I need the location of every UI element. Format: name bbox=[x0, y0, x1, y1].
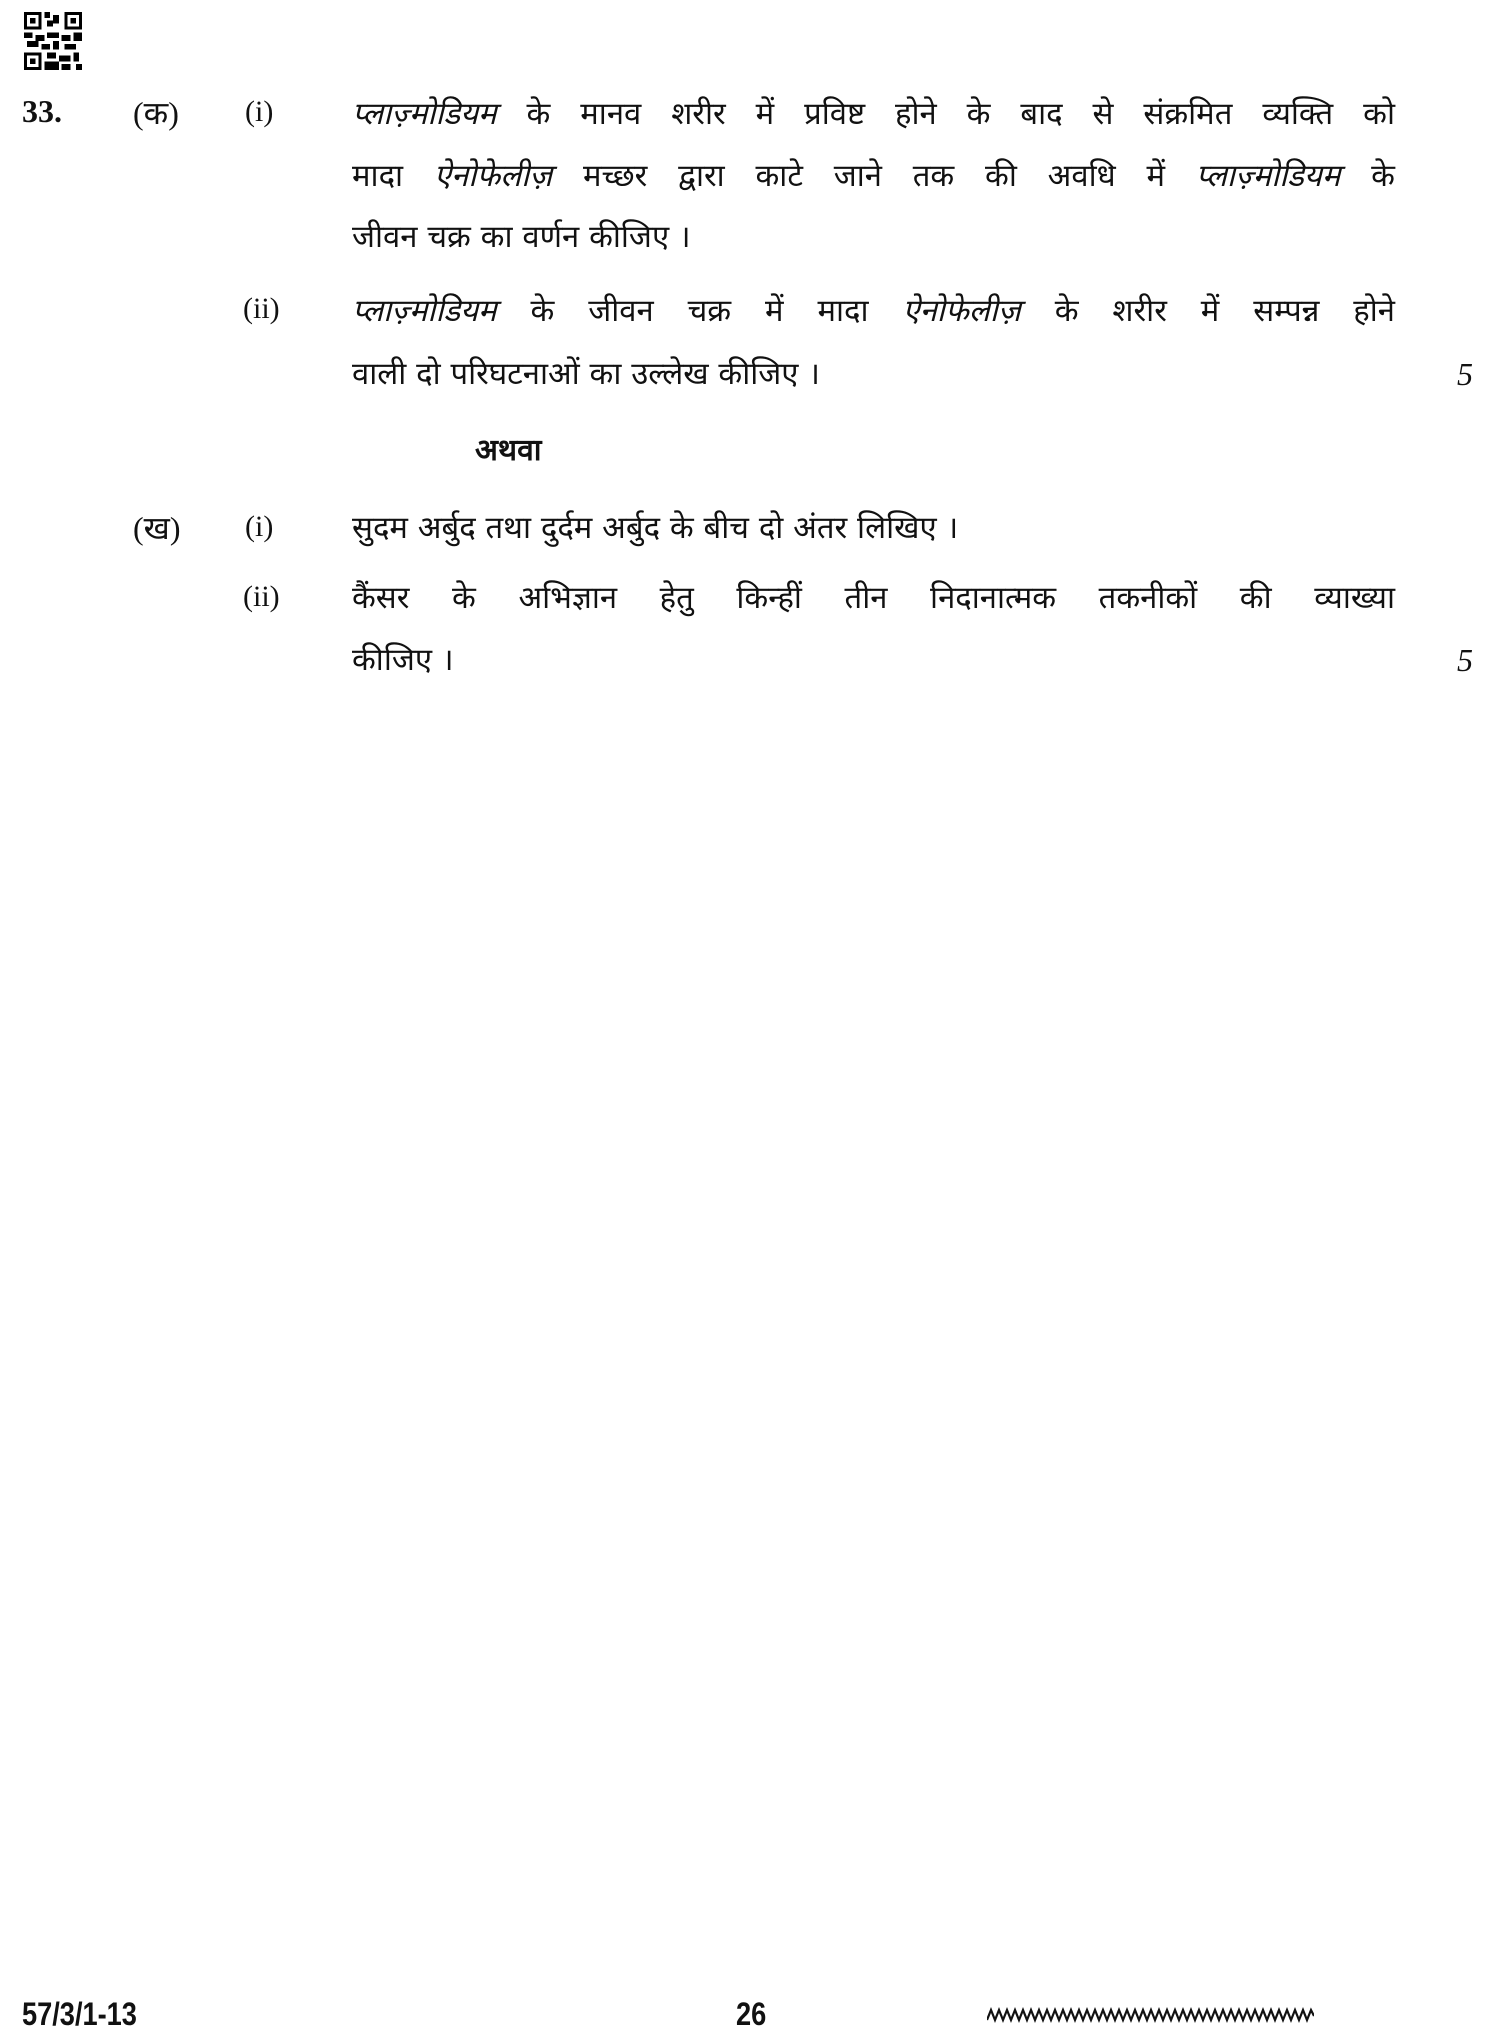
part-a-label: (क) bbox=[133, 95, 179, 131]
paper-code: 57/3/1-13 bbox=[22, 1996, 137, 2032]
text-segment: मच्छर द्वारा काटे जाने तक की अवधि में bbox=[552, 158, 1196, 194]
wavy-line-icon bbox=[987, 2006, 1314, 2024]
text-segment: कैंसर के अभिज्ञान हेतु किन्हीं तीन निदानात्मक तकनीकों की व्याख्या bbox=[352, 580, 1395, 616]
text-segment: के bbox=[1340, 158, 1395, 194]
text-segment: कीजिए । bbox=[352, 642, 454, 678]
term-plasmodium: प्लाज़्मोडियम bbox=[352, 96, 497, 132]
text-segment: वाली दो परिघटनाओं का उल्लेख कीजिए । bbox=[352, 356, 821, 392]
text-segment: जीवन चक्र का वर्णन कीजिए । bbox=[352, 219, 691, 255]
question-number: 33. bbox=[22, 93, 62, 129]
part-a-i-line-2 bbox=[352, 156, 1395, 196]
text-segment: के शरीर में सम्पन्न होने bbox=[1020, 293, 1395, 329]
term-plasmodium: प्लाज़्मोडियम bbox=[352, 293, 497, 329]
part-a-sub-i-label: (i) bbox=[245, 95, 274, 128]
part-a-ii-line-1 bbox=[352, 291, 1395, 331]
text-segment: के जीवन चक्र में मादा bbox=[496, 293, 903, 329]
part-a-i-line-1 bbox=[352, 94, 1395, 134]
qr-code-icon bbox=[23, 12, 83, 70]
part-b-marks: 5 bbox=[1457, 642, 1473, 678]
part-b-sub-ii-label: (ii) bbox=[243, 580, 280, 613]
part-b-sub-i-label: (i) bbox=[245, 510, 274, 543]
text-segment: के मानव शरीर में प्रविष्ट होने के बाद से संक्रमित व्यक्ति को bbox=[496, 96, 1395, 132]
part-a-i-line-3 bbox=[352, 217, 1395, 257]
part-a-sub-ii-label: (ii) bbox=[243, 292, 280, 325]
or-separator: अथवा bbox=[475, 433, 542, 468]
term-anopheles: ऐनोफेलीज़ bbox=[433, 158, 553, 194]
part-b-label: (ख) bbox=[133, 510, 181, 546]
term-anopheles: ऐनोफेलीज़ bbox=[902, 293, 1021, 329]
term-plasmodium: प्लाज़्मोडियम bbox=[1195, 158, 1341, 194]
text-segment: सुदम अर्बुद तथा दुर्दम अर्बुद के बीच दो अंतर लिखिए । bbox=[352, 510, 959, 546]
text-segment: मादा bbox=[352, 158, 434, 194]
part-b-ii-line-1 bbox=[352, 578, 1395, 618]
part-b-i-line-1 bbox=[352, 508, 1395, 548]
part-a-ii-line-2 bbox=[352, 354, 1395, 394]
part-b-ii-line-2 bbox=[352, 640, 1395, 680]
part-a-marks: 5 bbox=[1457, 356, 1473, 392]
page-number: 26 bbox=[736, 1996, 767, 2032]
